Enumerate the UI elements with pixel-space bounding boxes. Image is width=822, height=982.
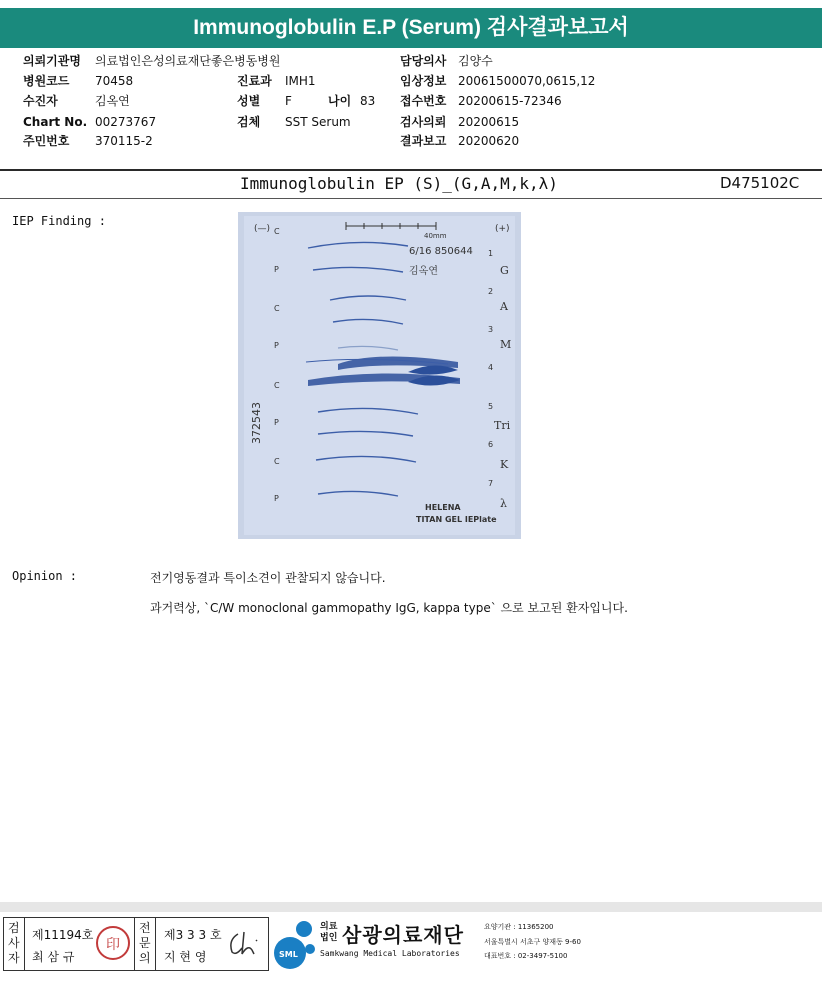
report-label: 결과보고 xyxy=(400,134,447,148)
opinion-line-1: 전기영동결과 특이소견이 관찰되지 않습니다. xyxy=(150,571,386,585)
divider-top xyxy=(0,169,822,171)
org-legal: 의료법인 xyxy=(320,922,338,943)
gel-row-left: C xyxy=(274,381,280,390)
code-label: 병원코드 xyxy=(23,74,70,88)
seal-stamp-text: 印 xyxy=(106,937,120,953)
gel-maker: HELENA xyxy=(425,503,461,512)
name-label: 수진자 xyxy=(23,94,58,108)
examiner-label: 검사자 xyxy=(8,921,20,965)
accession-label: 접수번호 xyxy=(400,94,447,108)
doctor-label: 담당의사 xyxy=(400,54,447,68)
gel-minus-label: (—) xyxy=(254,224,271,234)
name-value: 김옥연 xyxy=(95,94,130,108)
opinion-line-2: 과거력상, `C/W monoclonal gammopathy IgG, kappa type` 으로 보고된 환자입니다. xyxy=(150,601,628,615)
gel-row-right: λ xyxy=(500,497,507,510)
specialist-name: 지 현 영 xyxy=(164,950,207,964)
gel-plus-label: (+) xyxy=(495,224,510,234)
org-reg-no: 요양기관 : 11365200 xyxy=(484,923,554,931)
examiner-cell xyxy=(24,918,135,970)
gel-row-right: K xyxy=(500,458,509,471)
specialist-label-cell xyxy=(135,918,156,970)
footer-band xyxy=(0,902,822,912)
gel-row-num: 7 xyxy=(488,479,494,488)
id-value: 370115-2 xyxy=(95,134,153,148)
examiner-number: 제11194호 xyxy=(32,928,94,942)
org-english: Samkwang Medical Laboratories xyxy=(320,949,460,958)
test-code: D475102C xyxy=(720,174,800,192)
specialist-cell xyxy=(156,918,268,970)
gel-row-left: C xyxy=(274,227,280,236)
sml-logo-icon xyxy=(270,919,318,969)
gel-row-right: Tri xyxy=(494,419,511,432)
org-phone: 대표번호 : 02-3497-5100 xyxy=(484,952,568,960)
gel-row-num: 2 xyxy=(488,287,494,296)
gel-row-num: 4 xyxy=(488,363,494,372)
dept-label: 진료과 xyxy=(237,74,272,88)
org-name: 삼광의료재단 xyxy=(342,923,464,947)
examiner-name: 최 삼 규 xyxy=(32,950,75,964)
gel-row-left: P xyxy=(274,341,279,350)
specialist-label: 전문의 xyxy=(139,921,151,965)
accession-value: 20200615-72346 xyxy=(458,94,562,108)
report-value: 20200620 xyxy=(458,134,520,148)
age-value: 83 xyxy=(360,94,376,108)
id-label: 주민번호 xyxy=(23,134,70,148)
seal-stamp xyxy=(96,926,130,960)
gel-row-left: C xyxy=(274,457,280,466)
electrophoresis-gel-image xyxy=(238,212,521,539)
report-title: Immunoglobulin E.P (Serum) 검사결과보고서 xyxy=(0,8,822,48)
specialist-number: 제3 3 3 호 xyxy=(164,928,222,942)
sex-value: F xyxy=(285,94,292,108)
doctor-value: 김양수 xyxy=(458,54,493,68)
specimen-label: 검체 xyxy=(237,115,261,129)
chart-value: 00273767 xyxy=(95,115,157,129)
organization-block xyxy=(270,917,610,973)
opinion-label: Opinion : xyxy=(12,569,78,583)
gel-side-number: 372543 xyxy=(250,402,263,444)
dept-value: IMH1 xyxy=(285,74,316,88)
gel-row-left: C xyxy=(274,304,280,313)
age-label: 나이 xyxy=(328,94,352,108)
iep-finding-label: IEP Finding : xyxy=(12,214,106,228)
code-value: 70458 xyxy=(95,74,134,88)
gel-product: TITAN GEL IEPlate xyxy=(416,515,497,524)
sml-logo-text: SML xyxy=(279,950,298,959)
handwritten-signature xyxy=(224,926,262,960)
gel-row-num: 6 xyxy=(488,440,494,449)
gel-row-num: 5 xyxy=(488,402,494,411)
request-value: 20200615 xyxy=(458,115,520,129)
gel-handwritten-name: 김옥연 xyxy=(409,266,438,277)
examiner-label-cell xyxy=(4,918,25,970)
gel-row-left: P xyxy=(274,494,279,503)
gel-row-num: 1 xyxy=(488,249,494,258)
signature-box xyxy=(3,917,269,971)
chart-label: Chart No. xyxy=(23,115,88,129)
divider-bottom xyxy=(0,198,822,199)
patient-info xyxy=(0,52,822,152)
gel-row-left: P xyxy=(274,265,279,274)
gel-scale-label: 40mm xyxy=(424,232,447,240)
request-label: 검사의뢰 xyxy=(400,115,447,129)
clinical-value: 20061500070,0615,12 xyxy=(458,74,596,88)
test-name: Immunoglobulin EP (S)_(G,A,M,k,λ) xyxy=(240,174,558,193)
gel-row-right: A xyxy=(500,300,508,313)
gel-row-right: G xyxy=(500,264,509,277)
gel-row-num: 3 xyxy=(488,325,494,334)
gel-row-right: M xyxy=(500,338,512,351)
specimen-value: SST Serum xyxy=(285,115,351,129)
hospital-label: 의뢰기관명 xyxy=(23,54,81,68)
gel-row-left: P xyxy=(274,418,279,427)
hospital-value: 의료법인은성의료재단좋은병동병원 xyxy=(95,54,281,68)
gel-date-code: 6/16 850644 xyxy=(409,246,473,257)
org-address: 서울특별시 서초구 양재동 9-60 xyxy=(484,938,581,946)
clinical-label: 임상정보 xyxy=(400,74,447,88)
sex-label: 성별 xyxy=(237,94,261,108)
